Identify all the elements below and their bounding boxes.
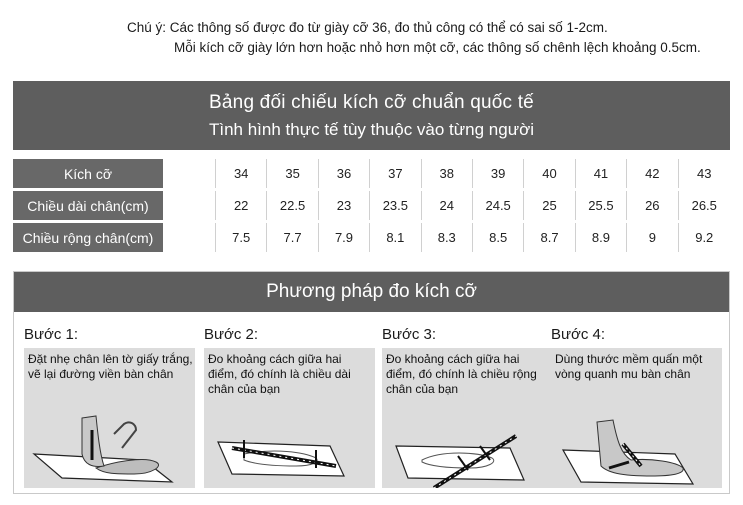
size-cell: 23.5 [370,191,421,220]
size-row [13,159,730,188]
note-line-2: Mỗi kích cỡ giày lớn hơn hoặc nhỏ hơn một cỡ, các thông số chênh lệch khoảng 0.5cm. [174,40,701,55]
size-cell: 9 [627,223,678,252]
length-measure-illustration [204,396,375,488]
size-cell: 8.1 [370,223,421,252]
size-cell: 25 [524,191,575,220]
step-title: Bước 1: [24,326,79,343]
foot-outline-illustration [24,396,195,488]
size-cell: 22.5 [267,191,318,220]
size-row-spacer [163,223,216,252]
instep-measure-illustration [551,396,722,488]
step-box [24,348,195,488]
size-row-label: Chiều dài chân(cm) [13,191,163,220]
size-cell: 23 [319,191,370,220]
width-measure-illustration [382,396,553,488]
size-cell: 8.5 [473,223,524,252]
method-panel [13,271,730,494]
step-4 [551,326,722,381]
step-box [382,348,553,488]
size-cell: 24.5 [473,191,524,220]
size-chart-subtitle: Tình hình thực tế tùy thuộc vào từng người [208,120,535,139]
size-cell: 40 [524,159,575,188]
method-title: Phương pháp đo kích cỡ [14,272,729,312]
size-chart-panel [13,81,730,250]
size-table [13,156,730,255]
size-cell: 41 [576,159,627,188]
size-cell: 8.7 [524,223,575,252]
size-row [13,223,730,252]
size-cell: 37 [370,159,421,188]
size-cell: 25.5 [576,191,627,220]
note-line-1: Chú ý: Các thông số được đo từ giày cỡ 36, đo thủ công có thể có sai số 1-2cm. [127,20,608,35]
size-cell: 7.5 [216,223,267,252]
step-description: Đặt nhẹ chân lên tờ giấy trắng, vẽ lại đường viền bàn chân [28,352,193,381]
step-title: Bước 2: [204,326,259,343]
step-description: Đo khoảng cách giữa hai điểm, đó chính là chiều rộng chân của bạn [386,352,537,396]
size-cell: 9.2 [679,223,730,252]
size-cell: 42 [627,159,678,188]
size-cell: 26.5 [679,191,730,220]
step-box [204,348,375,488]
size-cell: 43 [679,159,730,188]
size-cell: 24 [422,191,473,220]
size-row-label: Chiều rộng chân(cm) [13,223,163,252]
step-3 [382,326,553,396]
size-chart-header [13,81,730,150]
size-row-spacer [163,159,216,188]
size-row-spacer [163,191,216,220]
step-description: Đo khoảng cách giữa hai điểm, đó chính là chiều dài chân của bạn [208,352,351,396]
size-cell: 8.3 [422,223,473,252]
size-cell: 26 [627,191,678,220]
size-cell: 39 [473,159,524,188]
size-cell: 7.9 [319,223,370,252]
size-cell: 22 [216,191,267,220]
step-1 [24,326,195,381]
size-cell: 36 [319,159,370,188]
step-box [551,348,722,488]
step-title: Bước 4: [551,326,606,343]
size-cell: 34 [216,159,267,188]
size-cell: 38 [422,159,473,188]
step-description: Dùng thước mềm quấn một vòng quanh mu bàn chân [555,352,703,381]
step-title: Bước 3: [382,326,437,343]
size-cell: 8.9 [576,223,627,252]
size-cell: 35 [267,159,318,188]
size-chart-title: Bảng đối chiếu kích cỡ chuẩn quốc tế [209,92,534,113]
size-row-label: Kích cỡ [13,159,163,188]
size-row [13,191,730,220]
size-cell: 7.7 [267,223,318,252]
step-2 [204,326,375,396]
